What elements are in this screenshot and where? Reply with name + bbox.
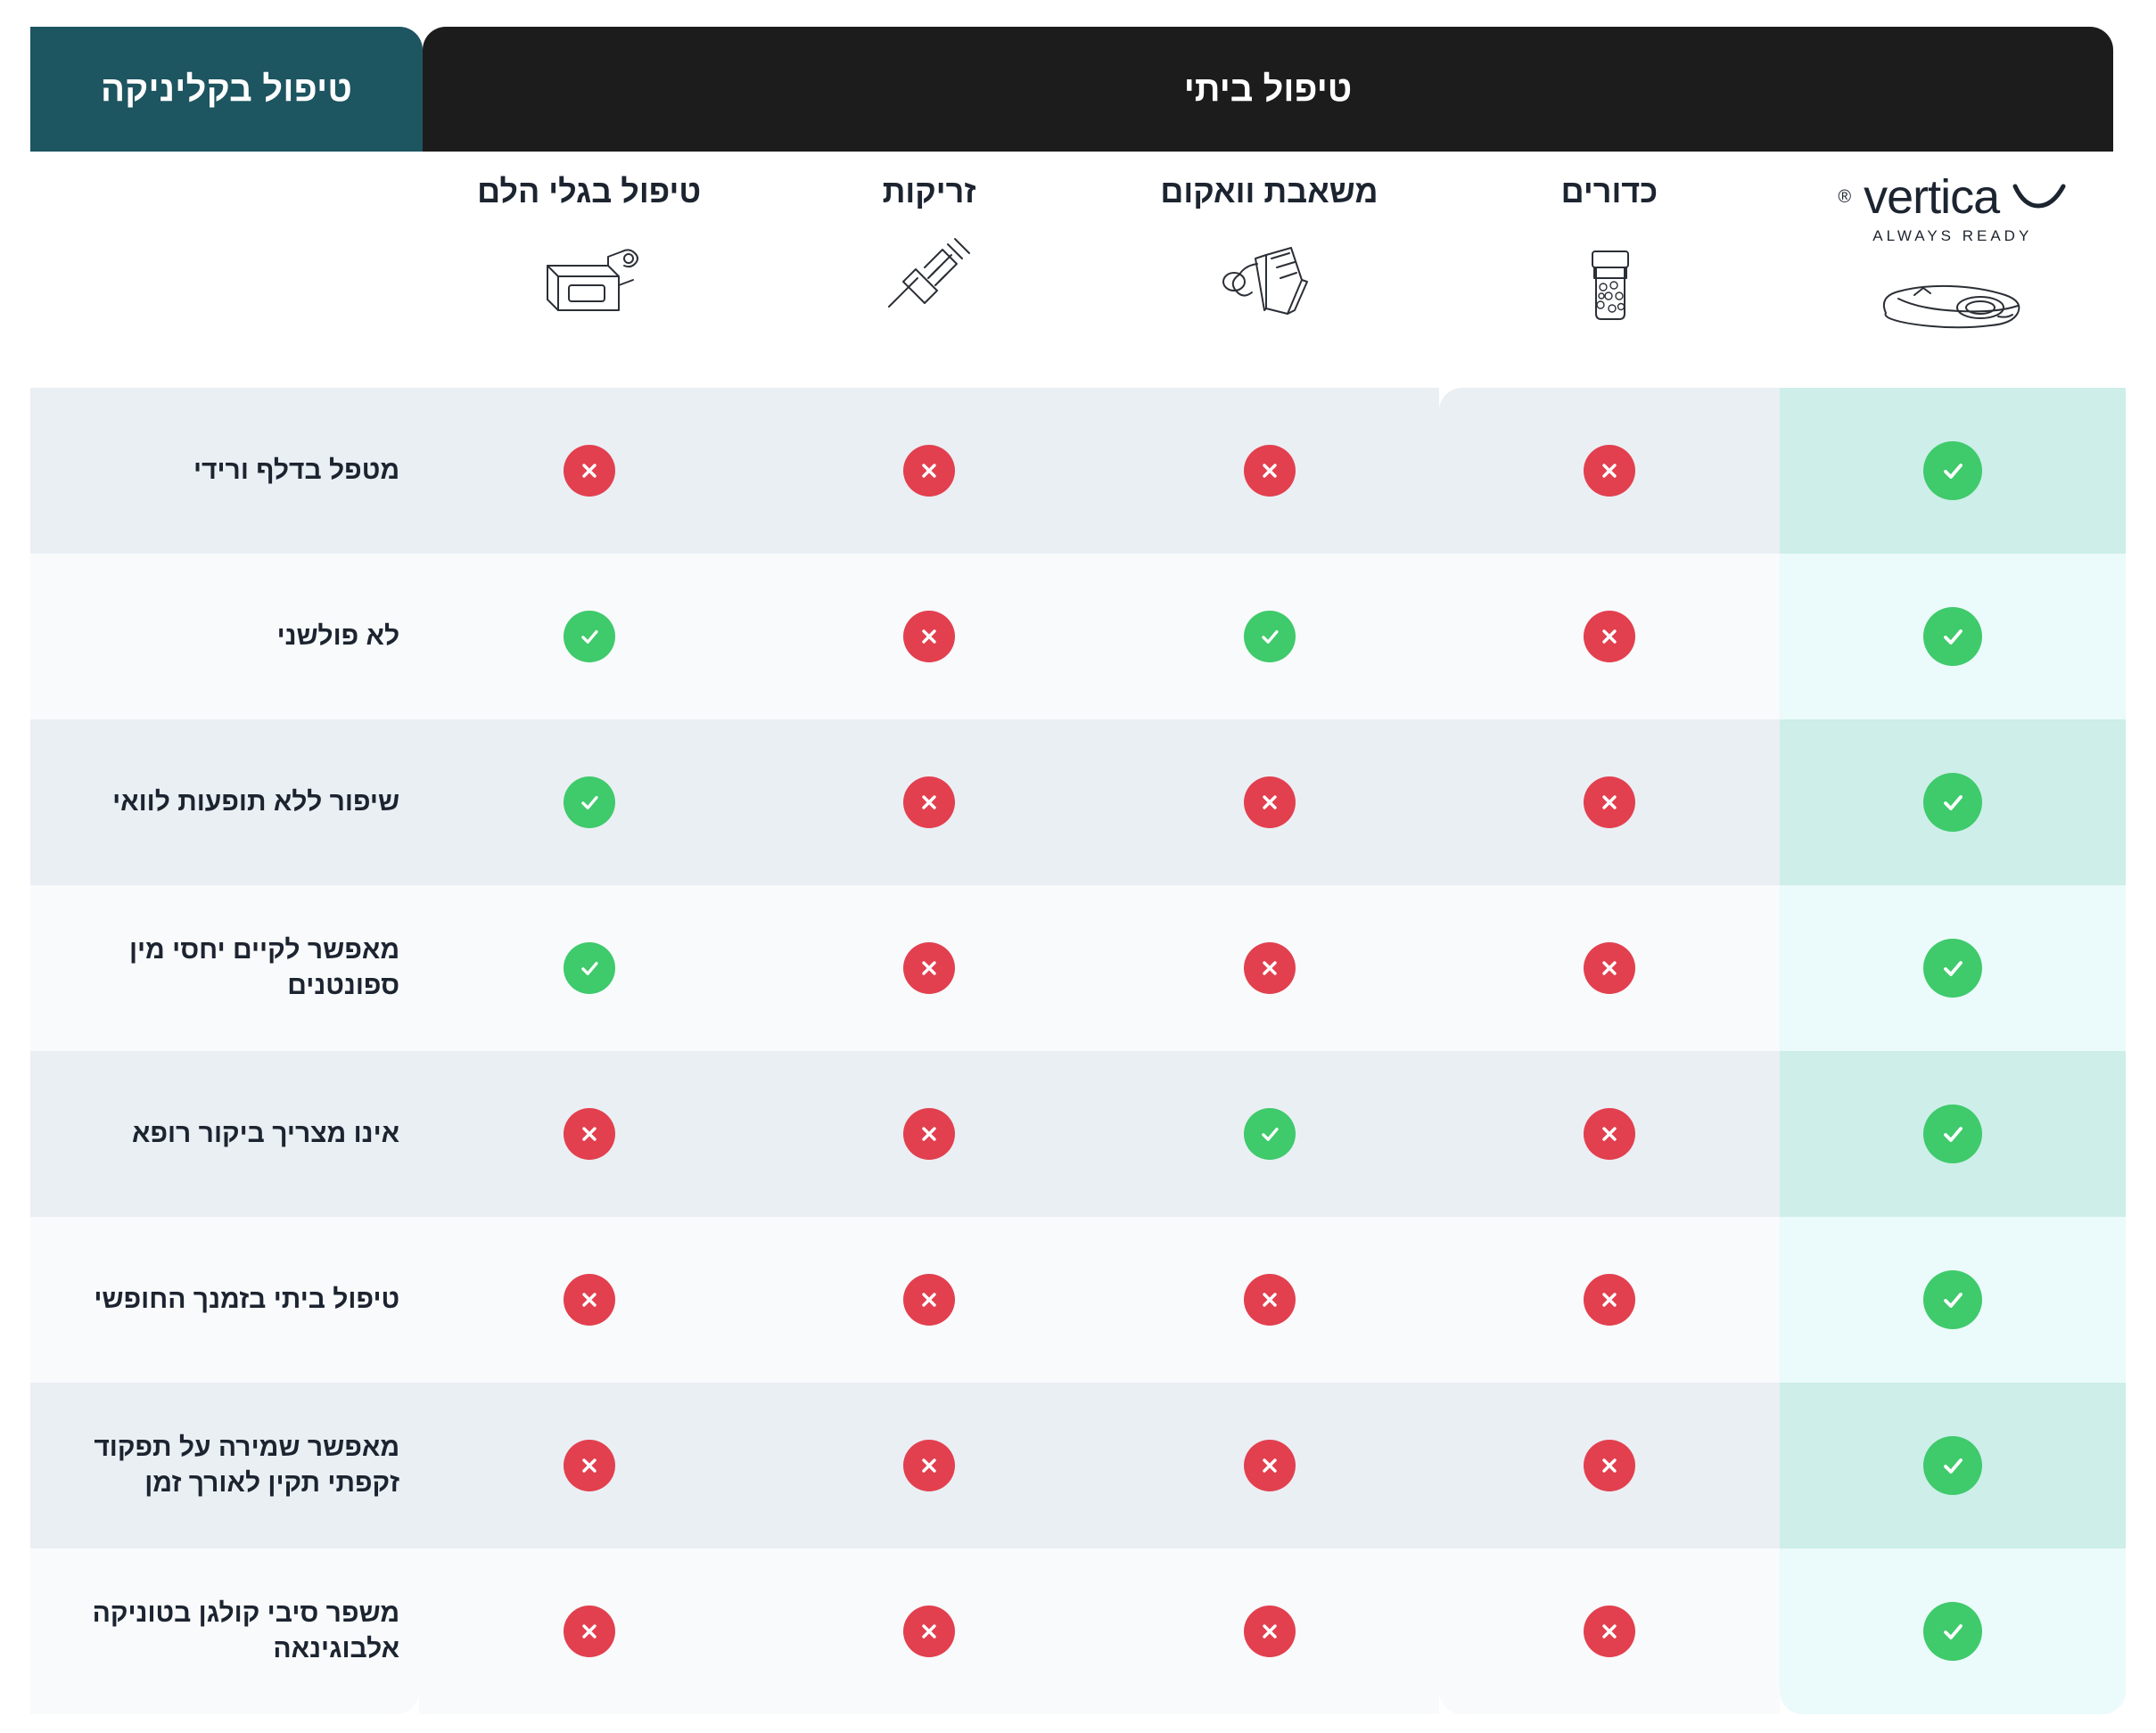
check-icon — [1923, 773, 1982, 832]
cell-pills — [1439, 1548, 1779, 1714]
column-header-vertica — [1780, 152, 2126, 388]
cross-icon — [1584, 1440, 1635, 1491]
cross-icon — [1244, 942, 1296, 994]
column-header-vacuum-label: משאבת וואקום — [1160, 173, 1378, 209]
row-label — [30, 554, 419, 719]
cell-vacuum — [1099, 1051, 1439, 1217]
vertica-check-icon — [2012, 179, 2067, 215]
cell-pills — [1439, 388, 1779, 554]
column-header-vacuum — [1099, 152, 1439, 388]
cell-shockwave — [419, 388, 759, 554]
row-label-text: מאפשר לקיים יחסי מין ספונטנים — [128, 934, 400, 1000]
banner-home — [423, 27, 2113, 152]
cell-injections — [760, 719, 1099, 885]
cross-icon — [564, 1606, 615, 1657]
cross-icon — [1584, 942, 1635, 994]
cross-icon — [1244, 445, 1296, 497]
cell-shockwave — [419, 1051, 759, 1217]
cell-vacuum — [1099, 885, 1439, 1051]
table-row — [30, 885, 2126, 1051]
column-header-pills — [1439, 152, 1779, 388]
cell-pills — [1439, 1383, 1779, 1548]
check-icon — [1923, 1436, 1982, 1495]
table-row — [30, 554, 2126, 719]
row-label-text: אינו מצריך ביקור רופא — [131, 1118, 400, 1148]
shockwave-device-icon — [523, 225, 656, 330]
vacuum-pump-icon — [1202, 225, 1336, 330]
table-row — [30, 388, 2126, 554]
column-header-shockwave-label: טיפול בגלי הלם — [477, 173, 702, 209]
cross-icon — [903, 1606, 955, 1657]
cross-icon — [1584, 1606, 1635, 1657]
table-row — [30, 1383, 2126, 1548]
check-icon — [1923, 441, 1982, 500]
cross-icon — [1584, 1274, 1635, 1326]
check-icon — [1923, 1105, 1982, 1163]
check-icon — [1244, 611, 1296, 662]
cross-icon — [1584, 611, 1635, 662]
check-icon — [1923, 1270, 1982, 1329]
cross-icon — [1584, 776, 1635, 828]
cell-vacuum — [1099, 1383, 1439, 1548]
row-label — [30, 388, 419, 554]
row-label — [30, 1548, 419, 1714]
table-row — [30, 719, 2126, 885]
pill-bottle-icon — [1543, 225, 1676, 330]
cell-shockwave — [419, 719, 759, 885]
cell-vacuum — [1099, 554, 1439, 719]
table-header-row — [30, 152, 2126, 388]
cell-vertica — [1780, 554, 2126, 719]
banner-clinic — [30, 27, 423, 152]
column-header-injections-label: זריקות — [882, 173, 976, 209]
column-header-pills-label: כדורים — [1560, 173, 1658, 209]
cell-shockwave — [419, 1217, 759, 1383]
cell-shockwave — [419, 1383, 759, 1548]
cross-icon — [564, 445, 615, 497]
cell-injections — [760, 885, 1099, 1051]
registered-mark: ® — [1838, 186, 1852, 207]
vertica-tagline: ALWAYS READY — [1872, 227, 2033, 244]
cross-icon — [903, 1108, 955, 1160]
row-label — [30, 1383, 419, 1548]
row-label-text: לא פולשני — [276, 620, 400, 651]
check-icon — [1923, 939, 1982, 998]
vertica-logo — [1838, 170, 2067, 245]
table-banner-row — [30, 27, 2126, 152]
check-icon — [564, 611, 615, 662]
cell-shockwave — [419, 885, 759, 1051]
cross-icon — [564, 1108, 615, 1160]
cell-injections — [760, 1383, 1099, 1548]
row-label-text: טיפול ביתי בזמנך החופשי — [94, 1284, 400, 1314]
cell-vertica — [1780, 388, 2126, 554]
cross-icon — [564, 1274, 615, 1326]
cell-vertica — [1780, 1217, 2126, 1383]
row-label — [30, 1217, 419, 1383]
cell-injections — [760, 1217, 1099, 1383]
cell-vertica — [1780, 719, 2126, 885]
cross-icon — [903, 611, 955, 662]
cell-pills — [1439, 719, 1779, 885]
check-icon — [564, 942, 615, 994]
check-icon — [1923, 1602, 1982, 1661]
row-label-text: מאפשר שמירה על תפקוד זקפתי תקין לאורך זמן — [94, 1432, 400, 1498]
cross-icon — [903, 776, 955, 828]
cell-shockwave — [419, 554, 759, 719]
table-row — [30, 1548, 2126, 1714]
cell-vacuum — [1099, 1548, 1439, 1714]
cross-icon — [1584, 1108, 1635, 1160]
row-label — [30, 885, 419, 1051]
cell-injections — [760, 1548, 1099, 1714]
row-label-text: מטפל בדלף ורידי — [193, 455, 400, 485]
cell-pills — [1439, 885, 1779, 1051]
cross-icon — [1244, 1274, 1296, 1326]
cell-vertica — [1780, 1051, 2126, 1217]
check-icon — [1923, 607, 1982, 666]
table-row — [30, 1051, 2126, 1217]
row-label-text: שיפור ללא תופעות לוואי — [112, 786, 400, 817]
check-icon — [564, 776, 615, 828]
cell-pills — [1439, 1051, 1779, 1217]
cell-vertica — [1780, 1383, 2126, 1548]
cell-vertica — [1780, 1548, 2126, 1714]
cell-vacuum — [1099, 719, 1439, 885]
column-header-injections — [759, 152, 1099, 388]
table-row — [30, 1217, 2126, 1383]
cross-icon — [564, 1440, 615, 1491]
cross-icon — [903, 942, 955, 994]
cell-pills — [1439, 554, 1779, 719]
comparison-table — [30, 152, 2126, 1714]
cell-injections — [760, 554, 1099, 719]
row-label — [30, 1051, 419, 1217]
row-label-text: משפר סיבי קולגן בטוניקה אלבוגינאה — [92, 1597, 400, 1663]
cross-icon — [1244, 1440, 1296, 1491]
check-icon — [1244, 1108, 1296, 1160]
cross-icon — [1244, 1606, 1296, 1657]
cross-icon — [1584, 445, 1635, 497]
cell-vacuum — [1099, 1217, 1439, 1383]
cross-icon — [903, 1274, 955, 1326]
vertica-device-icon — [1868, 254, 2037, 359]
cross-icon — [903, 445, 955, 497]
row-label — [30, 719, 419, 885]
cell-vacuum — [1099, 388, 1439, 554]
cell-shockwave — [419, 1548, 759, 1714]
column-header-shockwave — [419, 152, 759, 388]
cell-injections — [760, 1051, 1099, 1217]
syringe-icon — [862, 225, 996, 330]
banner-clinic-label: טיפול בקליניקה — [100, 69, 353, 109]
cross-icon — [1244, 776, 1296, 828]
vertica-wordmark: vertica — [1864, 170, 2000, 224]
cell-vertica — [1780, 885, 2126, 1051]
cross-icon — [903, 1440, 955, 1491]
cell-pills — [1439, 1217, 1779, 1383]
cell-injections — [760, 388, 1099, 554]
header-spacer — [30, 152, 419, 388]
banner-home-label: טיפול ביתי — [1183, 69, 1353, 109]
